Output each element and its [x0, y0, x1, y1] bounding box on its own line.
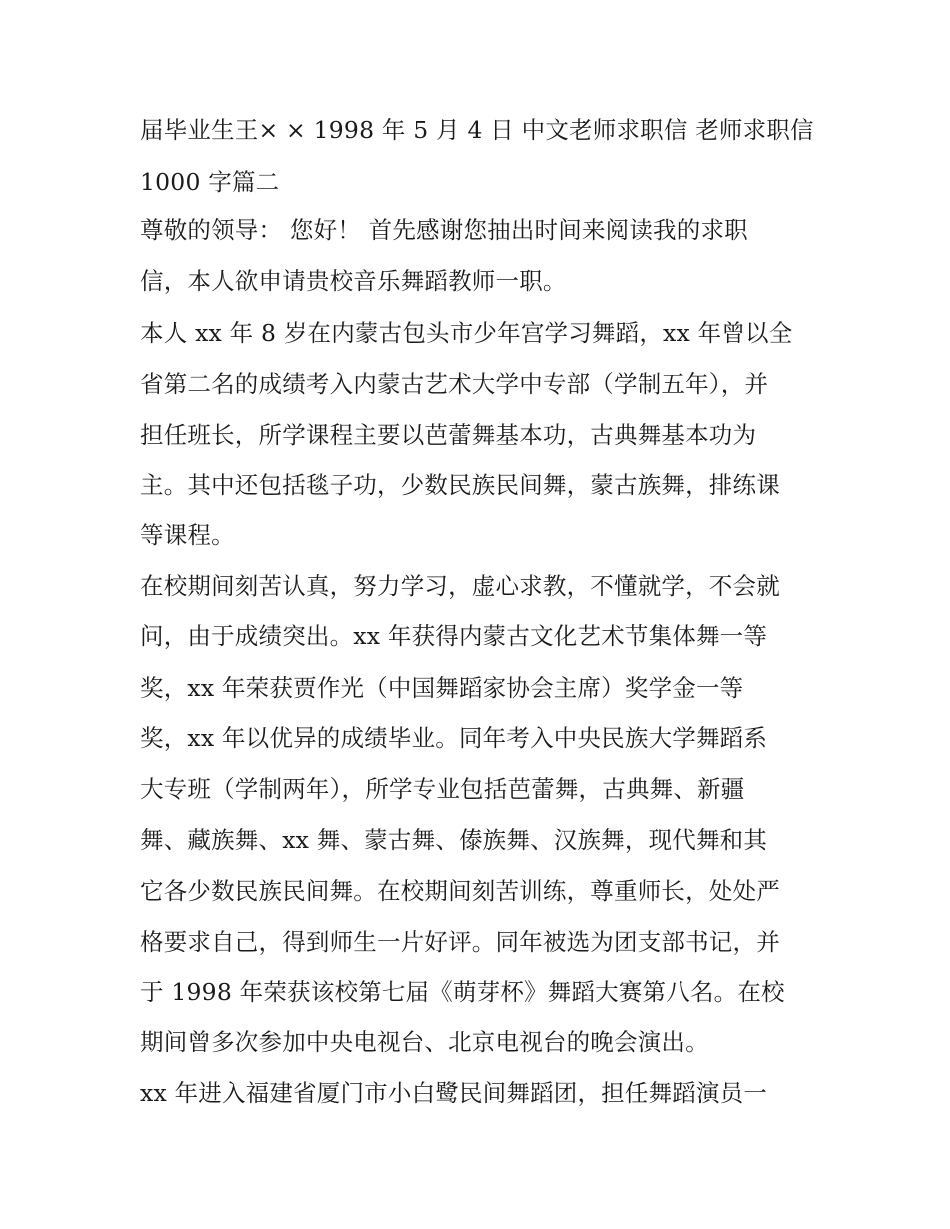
text-line: 奖，xx 年荣获贾作光（中国舞蹈家协会主席）奖学金一等 — [140, 674, 744, 702]
text-line: 在校期间刻苦认真，努力学习，虚心求教，不懂就学，不会就 — [140, 572, 780, 600]
text-line: 它各少数民族民间舞。在校期间刻苦训练，尊重师长，处处严 — [140, 877, 780, 905]
text-line: 主。其中还包括毯子功，少数民族民间舞，蒙古族舞，排练课 — [140, 471, 780, 499]
text-line: 本人 xx 年 8 岁在内蒙古包头市少年宫学习舞蹈，xx 年曾以全 — [140, 319, 793, 347]
text-line: xx 年进入福建省厦门市小白鹭民间舞蹈团，担任舞蹈演员一 — [140, 1079, 768, 1107]
text-line: 舞、藏族舞、xx 舞、蒙古舞、傣族舞、汉族舞，现代舞和其 — [140, 826, 768, 854]
text-line: 于 1998 年荣获该校第七届《萌芽杯》舞蹈大赛第八名。在校 — [140, 978, 785, 1006]
text-line: 大专班（学制两年），所学专业包括芭蕾舞，古典舞、新疆 — [140, 775, 745, 803]
text-line: 问，由于成绩突出。xx 年获得内蒙古文化艺术节集体舞一等 — [140, 622, 768, 650]
text-line: 届毕业生王× × 1998 年 5 月 4 日 中文老师求职信 老师求职信 — [140, 116, 814, 144]
text-line: 担任班长，所学课程主要以芭蕾舞基本功，古典舞基本功为 — [140, 421, 757, 449]
text-line: 格要求自己，得到师生一片好评。同年被选为团支部书记，并 — [140, 928, 780, 956]
text-line: 省第二名的成绩考入内蒙古艺术大学中专部（学制五年），并 — [140, 370, 769, 398]
text-line: 奖，xx 年以优异的成绩毕业。同年考入中央民族大学舞蹈系 — [140, 724, 768, 752]
text-line: 尊敬的领导： 您好！ 首先感谢您抽出时间来阅读我的求职 — [140, 216, 748, 244]
text-line: 1000 字篇二 — [140, 168, 280, 196]
text-line: 等课程。 — [140, 521, 235, 549]
text-line: 期间曾多次参加中央电视台、北京电视台的晚会演出。 — [140, 1028, 709, 1056]
text-line: 信，本人欲申请贵校音乐舞蹈教师一职。 — [140, 267, 567, 295]
